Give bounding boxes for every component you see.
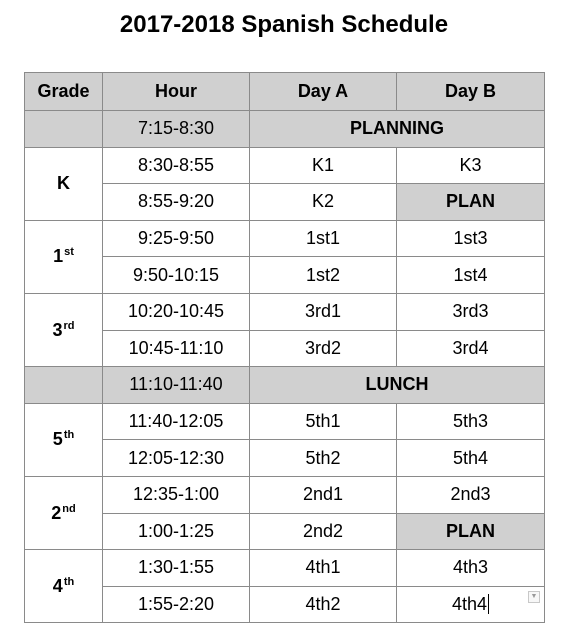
hour-cell[interactable]: 7:15-8:30 (103, 111, 250, 148)
text-cursor (488, 594, 489, 614)
hour-cell[interactable]: 10:45-11:10 (103, 330, 250, 367)
day-b-cell[interactable]: 5th3 (397, 403, 545, 440)
grade-cell-empty[interactable] (25, 367, 103, 404)
day-a-cell[interactable]: 5th2 (250, 440, 397, 477)
day-b-cell[interactable]: 4th3 (397, 550, 545, 587)
hour-cell[interactable]: 8:55-9:20 (103, 184, 250, 221)
table-row-planning (25, 111, 545, 148)
day-b-cell[interactable]: 3rd4 (397, 330, 545, 367)
table-row (25, 257, 545, 294)
hour-cell[interactable]: 11:40-12:05 (103, 403, 250, 440)
hour-cell[interactable]: 9:25-9:50 (103, 220, 250, 257)
day-a-cell[interactable]: 1st1 (250, 220, 397, 257)
header-day-b[interactable]: Day B (397, 73, 545, 111)
day-a-cell[interactable]: 1st2 (250, 257, 397, 294)
hour-cell[interactable]: 12:05-12:30 (103, 440, 250, 477)
grade-cell-2nd[interactable] (25, 476, 103, 549)
day-b-cell[interactable]: 1st4 (397, 257, 545, 294)
header-row (25, 73, 545, 111)
day-a-cell[interactable]: 3rd2 (250, 330, 397, 367)
hour-cell[interactable]: 1:00-1:25 (103, 513, 250, 550)
hour-cell[interactable]: 10:20-10:45 (103, 293, 250, 330)
grade-label: 1 (53, 246, 64, 267)
lunch-cell[interactable]: LUNCH (250, 367, 545, 404)
table-row (25, 513, 545, 550)
day-a-cell[interactable]: 5th1 (250, 403, 397, 440)
table-row (25, 293, 545, 330)
table-row (25, 476, 545, 513)
day-a-cell[interactable]: 2nd2 (250, 513, 397, 550)
hour-cell[interactable]: 9:50-10:15 (103, 257, 250, 294)
grade-suffix: st (64, 246, 74, 259)
day-b-cell[interactable]: K3 (397, 147, 545, 184)
grade-label: 4 (52, 575, 63, 596)
day-b-cell[interactable]: 2nd3 (397, 476, 545, 513)
grade-cell-5th[interactable] (25, 403, 103, 476)
grade-label: 5 (52, 429, 63, 450)
grade-cell-empty[interactable] (25, 111, 103, 148)
day-a-cell[interactable]: 3rd1 (250, 293, 397, 330)
grade-label: 2 (51, 502, 62, 523)
day-a-cell[interactable]: 4th2 (250, 586, 397, 623)
schedule-table (24, 72, 545, 623)
hour-cell[interactable]: 12:35-1:00 (103, 476, 250, 513)
table-row (25, 586, 545, 623)
day-a-cell[interactable]: 2nd1 (250, 476, 397, 513)
table-row (25, 147, 545, 184)
header-grade[interactable]: Grade (25, 73, 103, 111)
table-row-lunch (25, 367, 545, 404)
hour-cell[interactable]: 1:30-1:55 (103, 550, 250, 587)
plan-cell[interactable]: PLAN (397, 184, 545, 221)
grade-cell-k[interactable] (25, 147, 103, 220)
grade-suffix: rd (63, 319, 75, 332)
grade-suffix: nd (62, 502, 76, 515)
dropdown-arrow-icon[interactable]: ▼ (528, 591, 540, 603)
table-row (25, 440, 545, 477)
table-row (25, 330, 545, 367)
grade-suffix: th (63, 429, 75, 442)
plan-cell[interactable]: PLAN (397, 513, 545, 550)
header-day-a[interactable]: Day A (250, 73, 397, 111)
header-hour[interactable]: Hour (103, 73, 250, 111)
day-b-cell[interactable]: 5th4 (397, 440, 545, 477)
table-row (25, 220, 545, 257)
day-a-cell[interactable]: K1 (250, 147, 397, 184)
hour-cell[interactable]: 8:30-8:55 (103, 147, 250, 184)
hour-cell[interactable]: 1:55-2:20 (103, 586, 250, 623)
day-a-cell[interactable]: 4th1 (250, 550, 397, 587)
day-a-cell[interactable]: K2 (250, 184, 397, 221)
day-b-cell[interactable]: 1st3 (397, 220, 545, 257)
table-row (25, 184, 545, 221)
day-b-cell-active[interactable] (397, 586, 545, 623)
cell-text: 4th4 (451, 594, 488, 615)
grade-suffix: th (63, 575, 75, 588)
grade-label: 3 (52, 319, 63, 340)
table-row (25, 403, 545, 440)
planning-cell[interactable]: PLANNING (250, 111, 545, 148)
table-row (25, 550, 545, 587)
grade-label: K (57, 173, 70, 194)
hour-cell[interactable]: 11:10-11:40 (103, 367, 250, 404)
grade-cell-1st[interactable] (25, 220, 103, 293)
page-title: 2017-2018 Spanish Schedule (119, 11, 449, 38)
grade-cell-3rd[interactable] (25, 293, 103, 366)
day-b-cell[interactable]: 3rd3 (397, 293, 545, 330)
grade-cell-4th[interactable] (25, 550, 103, 623)
